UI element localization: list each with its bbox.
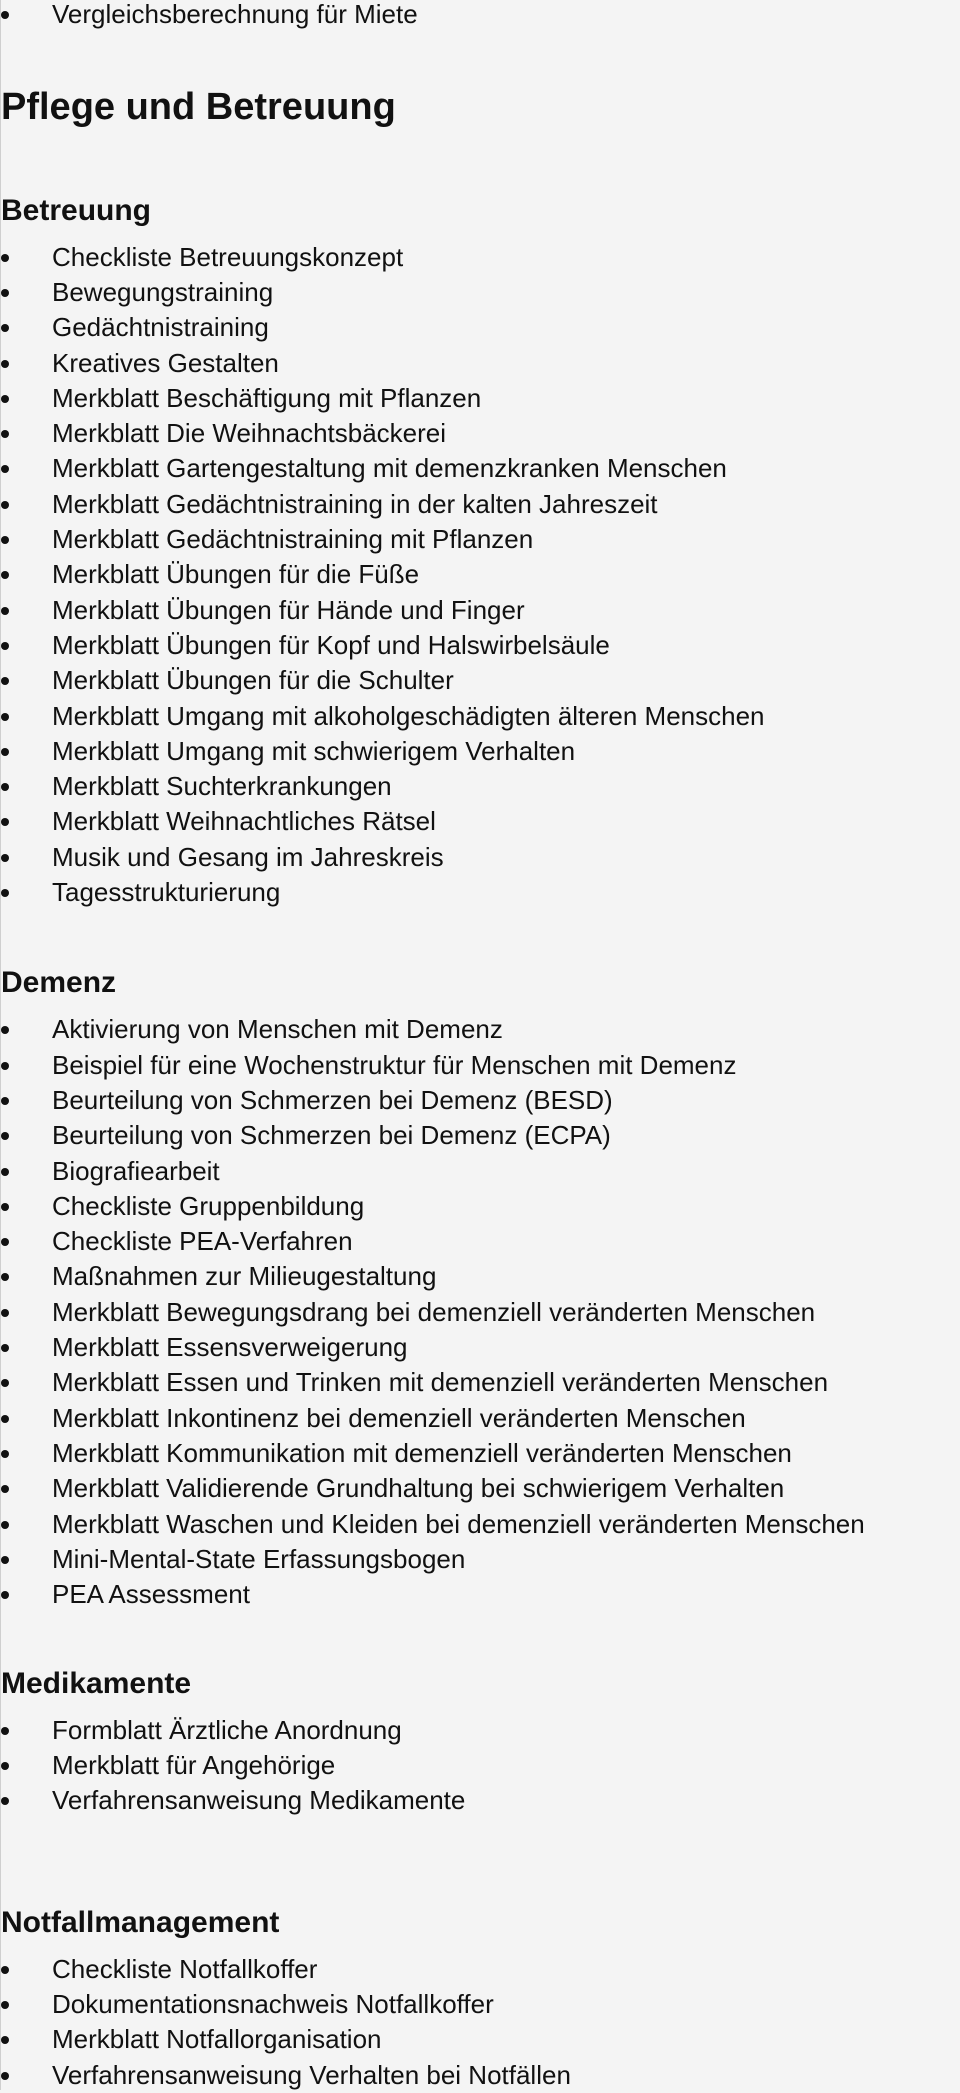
list-item-label[interactable]: Merkblatt Bewegungsdrang bei demenziell veränderten Menschen (52, 1296, 816, 1327)
list-item[interactable] (1, 769, 960, 804)
list-item-label[interactable]: Merkblatt Essen und Trinken mit demenziell veränderten Menschen (52, 1367, 829, 1398)
bullet-icon (1, 536, 9, 544)
list-item-label[interactable]: Merkblatt Inkontinenz bei demenziell veränderten Menschen (52, 1402, 746, 1433)
list-item-label[interactable]: Merkblatt Validierende Grundhaltung bei schwierigem Verhalten (52, 1473, 785, 1504)
list-item-label[interactable]: Maßnahmen zur Milieugestaltung (52, 1261, 437, 1292)
list-item[interactable] (1, 1507, 960, 1542)
list-item-label[interactable]: Bewegungstraining (52, 277, 274, 307)
list-item-label[interactable]: Dokumentationsnachweis Notfallkoffer (52, 1989, 494, 2020)
bullet-icon (1, 1132, 9, 1140)
list-item[interactable] (1, 416, 960, 451)
list-item-label[interactable]: Merkblatt Übungen für die Füße (52, 559, 420, 590)
bullet-icon (1, 465, 9, 473)
bullet-icon (1, 1168, 9, 1176)
bullet-icon (1, 1591, 9, 1599)
list-item-label[interactable]: Aktivierung von Menschen mit Demenz (52, 1014, 503, 1045)
list-item-label[interactable]: Kreatives Gestalten (52, 347, 279, 378)
list-item[interactable] (1, 1259, 960, 1294)
list-item[interactable] (1, 1471, 960, 1506)
list-item[interactable] (1, 1987, 960, 2022)
bullet-icon (1, 1797, 9, 1805)
bullet-icon (1, 2072, 9, 2080)
bullet-icon (1, 395, 9, 403)
list-item-label[interactable]: Vergleichsberechnung für Miete (52, 0, 418, 30)
list-item[interactable] (1, 804, 960, 839)
section-list (1, 240, 960, 911)
bullet-icon (1, 11, 9, 19)
list-item[interactable] (1, 1952, 960, 1987)
bullet-icon (1, 1762, 9, 1770)
section-list (1, 1012, 960, 1612)
list-item[interactable] (1, 487, 960, 522)
list-item-label[interactable]: Merkblatt Suchterkrankungen (52, 771, 392, 802)
list-item-label[interactable]: Checkliste Notfallkoffer (52, 1953, 318, 1984)
bullet-icon (1, 254, 9, 262)
bullet-icon (1, 2001, 9, 2009)
bullet-icon (1, 677, 9, 685)
list-item-label[interactable]: Beurteilung von Schmerzen bei Demenz (BESD) (52, 1084, 613, 1115)
list-item[interactable] (1, 1154, 960, 1189)
list-item[interactable] (1, 1083, 960, 1118)
list-item-label[interactable]: Merkblatt Umgang mit alkoholgeschädigten älteren Menschen (52, 700, 765, 731)
list-item[interactable] (1, 275, 960, 310)
list-item-label[interactable]: Mini-Mental-State Erfassungsbogen (52, 1543, 466, 1574)
list-item-label[interactable]: Merkblatt Gedächtnistraining in der kalten Jahreszeit (52, 488, 658, 519)
list-item[interactable] (1, 381, 960, 416)
sections (1, 193, 960, 2093)
bullet-icon (1, 1344, 9, 1352)
bullet-icon (1, 713, 9, 721)
list-item[interactable] (1, 1365, 960, 1400)
list-item[interactable] (1, 346, 960, 381)
bullet-icon (1, 501, 9, 509)
list-item-label[interactable]: Merkblatt Essensverweigerung (52, 1332, 408, 1363)
bullet-icon (1, 854, 9, 862)
bullet-icon (1, 783, 9, 791)
list-item[interactable] (1, 1783, 960, 1818)
list-item[interactable] (1, 522, 960, 557)
bullet-icon (1, 1026, 9, 1034)
bullet-icon (1, 642, 9, 650)
bullet-icon (1, 360, 9, 368)
bullet-icon (1, 1521, 9, 1529)
bullet-icon (1, 1485, 9, 1493)
list-item-label[interactable]: Musik und Gesang im Jahreskreis (52, 841, 444, 872)
list-item-label[interactable]: Merkblatt Übungen für die Schulter (52, 665, 454, 696)
list-item[interactable] (1, 1401, 960, 1436)
bullet-icon (1, 2036, 9, 2044)
list-item-label[interactable]: Merkblatt Gartengestaltung mit demenzkranken Menschen (52, 453, 727, 484)
list-item-label[interactable]: Tagesstrukturierung (52, 877, 281, 908)
list-item[interactable] (1, 840, 960, 875)
bullet-icon (1, 818, 9, 826)
list-item[interactable] (1, 2022, 960, 2057)
list-item[interactable] (1, 628, 960, 663)
list-item[interactable] (1, 1748, 960, 1783)
bullet-icon (1, 889, 9, 897)
list-item-label[interactable]: Checkliste PEA-Verfahren (52, 1226, 353, 1257)
list-item-label[interactable]: Gedächtnistraining (52, 312, 269, 343)
section-heading: Demenz (1, 966, 117, 1000)
bullet-icon (1, 1309, 9, 1317)
list-item[interactable] (1, 699, 960, 734)
list-item-label[interactable]: Beispiel für eine Wochenstruktur für Menschen mit Demenz (52, 1049, 737, 1080)
list-item-label[interactable]: Merkblatt Weihnachtliches Rätsel (52, 806, 436, 837)
list-item[interactable] (1, 240, 960, 275)
list-item-label[interactable]: Merkblatt Beschäftigung mit Pflanzen (52, 382, 482, 413)
list-item-label[interactable]: Formblatt Ärztliche Anordnung (52, 1714, 402, 1745)
list-item[interactable] (1, 1295, 960, 1330)
bullet-icon (1, 1238, 9, 1246)
list-item-label[interactable]: Verfahrensanweisung Verhalten bei Notfällen (52, 2059, 571, 2090)
list-item-label[interactable]: Checkliste Betreuungskonzept (52, 241, 404, 272)
bullet-icon (1, 1450, 9, 1458)
list-item[interactable] (1, 1330, 960, 1365)
list-item[interactable] (1, 0, 960, 33)
bullet-icon (1, 1203, 9, 1211)
list-item[interactable] (1, 451, 960, 486)
bullet-icon (1, 607, 9, 615)
list-item[interactable] (1, 1542, 960, 1577)
list-item[interactable] (1, 1577, 960, 1612)
list-item-label[interactable]: Merkblatt Notfallorganisation (52, 2024, 382, 2055)
list-item-label[interactable]: Biografiearbeit (52, 1155, 220, 1186)
list-item-label[interactable]: Verfahrensanweisung Medikamente (52, 1785, 466, 1816)
list-item[interactable] (1, 1224, 960, 1259)
page-title: Pflege und Betreuung (1, 85, 396, 128)
bullet-icon (1, 1556, 9, 1564)
list-item[interactable] (1, 875, 960, 910)
list-item[interactable] (1, 1189, 960, 1224)
bullet-icon (1, 1966, 9, 1974)
list-item[interactable] (1, 734, 960, 769)
bullet-icon (1, 1727, 9, 1735)
bullet-icon (1, 430, 9, 438)
list-item-label[interactable]: Merkblatt für Angehörige (52, 1750, 336, 1781)
bullet-icon (1, 1379, 9, 1387)
bullet-icon (1, 324, 9, 332)
section-list (1, 1713, 960, 1819)
section-heading: Notfallmanagement (1, 1905, 280, 1939)
list-item-label[interactable]: Merkblatt Die Weihnachtsbäckerei (52, 418, 447, 449)
list-item[interactable] (1, 557, 960, 592)
bullet-icon (1, 748, 9, 756)
list-item-label[interactable]: Merkblatt Übungen für Hände und Finger (52, 594, 525, 625)
list-item[interactable] (1, 1713, 960, 1748)
list-item[interactable] (1, 1048, 960, 1083)
bullet-icon (1, 1097, 9, 1105)
list-item-label[interactable]: Beurteilung von Schmerzen bei Demenz (ECPA) (52, 1120, 611, 1151)
list-item-label[interactable]: Merkblatt Übungen für Kopf und Halswirbelsäule (52, 629, 610, 660)
section-heading: Betreuung (1, 193, 151, 227)
list-item[interactable] (1, 593, 960, 628)
section-heading: Medikamente (1, 1666, 192, 1700)
list-item[interactable] (1, 1012, 960, 1047)
bullet-icon (1, 1415, 9, 1423)
list-item-label[interactable]: Merkblatt Kommunikation mit demenziell veränderten Menschen (52, 1437, 792, 1468)
list-item-label[interactable]: Merkblatt Gedächtnistraining mit Pflanzen (52, 524, 534, 555)
list-item[interactable] (1, 1436, 960, 1471)
list-item-label[interactable]: Checkliste Gruppenbildung (52, 1190, 365, 1221)
section-list (1, 1952, 960, 2093)
bullet-icon (1, 1273, 9, 1281)
list-item[interactable] (1, 663, 960, 698)
list-item-label[interactable]: PEA Assessment (52, 1579, 250, 1610)
bullet-icon (1, 1062, 9, 1070)
intro-list (1, 0, 960, 33)
list-item-label[interactable]: Merkblatt Waschen und Kleiden bei demenziell veränderten Menschen (52, 1508, 865, 1539)
list-item[interactable] (1, 2058, 960, 2093)
bullet-icon (1, 289, 9, 297)
list-item-label[interactable]: Merkblatt Umgang mit schwierigem Verhalten (52, 735, 576, 766)
bullet-icon (1, 571, 9, 579)
list-item[interactable] (1, 1118, 960, 1153)
list-item[interactable] (1, 310, 960, 345)
